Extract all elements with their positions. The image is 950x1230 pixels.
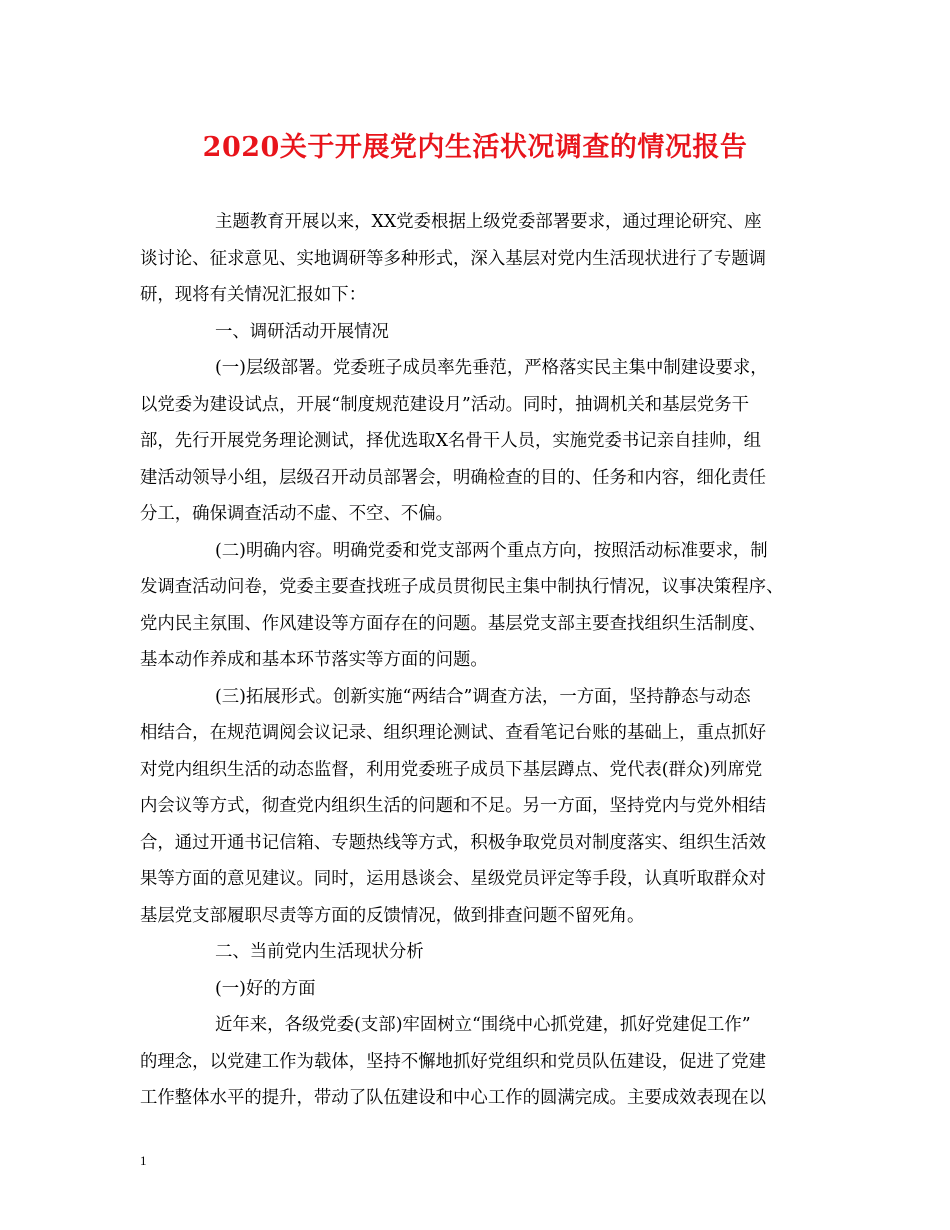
paragraph-line: 主题教育开展以来，XX党委根据上级党委部署要求，通过理论研究、座 [215, 212, 762, 232]
paragraph-line: 相结合，在规范调阅会议记录、组织理论测试、查看笔记台账的基础上，重点抓好 [140, 723, 767, 743]
paragraph-line: 谈讨论、征求意见、实地调研等多种形式，深入基层对党内生活现状进行了专题调 [140, 248, 767, 269]
page-number: 1 [140, 1153, 147, 1168]
paragraph-line: 工作整体水平的提升，带动了队伍建设和中心工作的圆满完成。主要成效表现在以 [140, 1088, 767, 1108]
paragraph-line: 部，先行开展党务理论测试，择优选取X名骨干人员，实施党委书记亲自挂帅，组 [140, 431, 762, 451]
paragraph-line: 合，通过开通书记信箱、专题热线等方式，积极争取党员对制度落实、组织生活效 [140, 832, 767, 853]
paragraph-line: 建活动领导小组，层级召开动员部署会，明确检查的目的、任务和内容，细化责任 [140, 467, 767, 488]
paragraph-line: 分工，确保调查活动不虚、不空、不偏。 [140, 504, 454, 524]
paragraph-line: 发调查活动问卷，党委主要查找班子成员贯彻民主集中制执行情况，议事决策程序、 [140, 577, 784, 597]
paragraph-line: 以党委为建设试点，开展“制度规范建设月”活动。同时，抽调机关和基层党务干 [140, 394, 750, 415]
section-heading: 二、当前党内生活现状分析 [215, 942, 424, 962]
subsection-heading: (一)好的方面 [215, 978, 316, 999]
paragraph-line: 党内民主氛围、作风建设等方面存在的问题。基层党支部主要查找组织生活制度、 [140, 613, 767, 634]
paragraph-line: 近年来，各级党委(支部)牢固树立“围绕中心抓党建，抓好党建促工作” [215, 1015, 751, 1035]
paragraph-line: 对党内组织生活的动态监督，利用党委班子成员下基层蹲点、党代表(群众)列席党 [140, 759, 763, 780]
paragraph-line: 基层党支部履职尽责等方面的反馈情况，做到排查问题不留死角。 [140, 905, 645, 926]
document-body [140, 204, 820, 1117]
paragraph-line: 基本动作养成和基本环节落实等方面的问题。 [140, 650, 488, 670]
paragraph-line: 内会议等方式，彻查党内组织生活的问题和不足。另一方面，坚持党内与党外相结 [140, 796, 767, 816]
paragraph-line: (三)拓展形式。创新实施“两结合”调查方法，一方面，坚持静态与动态 [215, 686, 751, 707]
paragraph-line: 果等方面的意见建议。同时，运用恳谈会、星级党员评定等手段，认真听取群众对 [140, 869, 767, 889]
document-title: 2020关于开展党内生活状况调查的情况报告 [202, 132, 748, 163]
section-heading: 一、调研活动开展情况 [215, 321, 389, 342]
paragraph-line: 研，现将有关情况汇报如下： [140, 285, 367, 305]
paragraph-line: 的理念，以党建工作为载体，坚持不懈地抓好党组织和党员队伍建设，促进了党建 [140, 1051, 767, 1072]
paragraph-line: (二)明确内容。明确党委和党支部两个重点方向，按照活动标准要求，制 [215, 540, 768, 561]
paragraph-line: (一)层级部署。党委班子成员率先垂范，严格落实民主集中制建设要求， [215, 358, 768, 378]
